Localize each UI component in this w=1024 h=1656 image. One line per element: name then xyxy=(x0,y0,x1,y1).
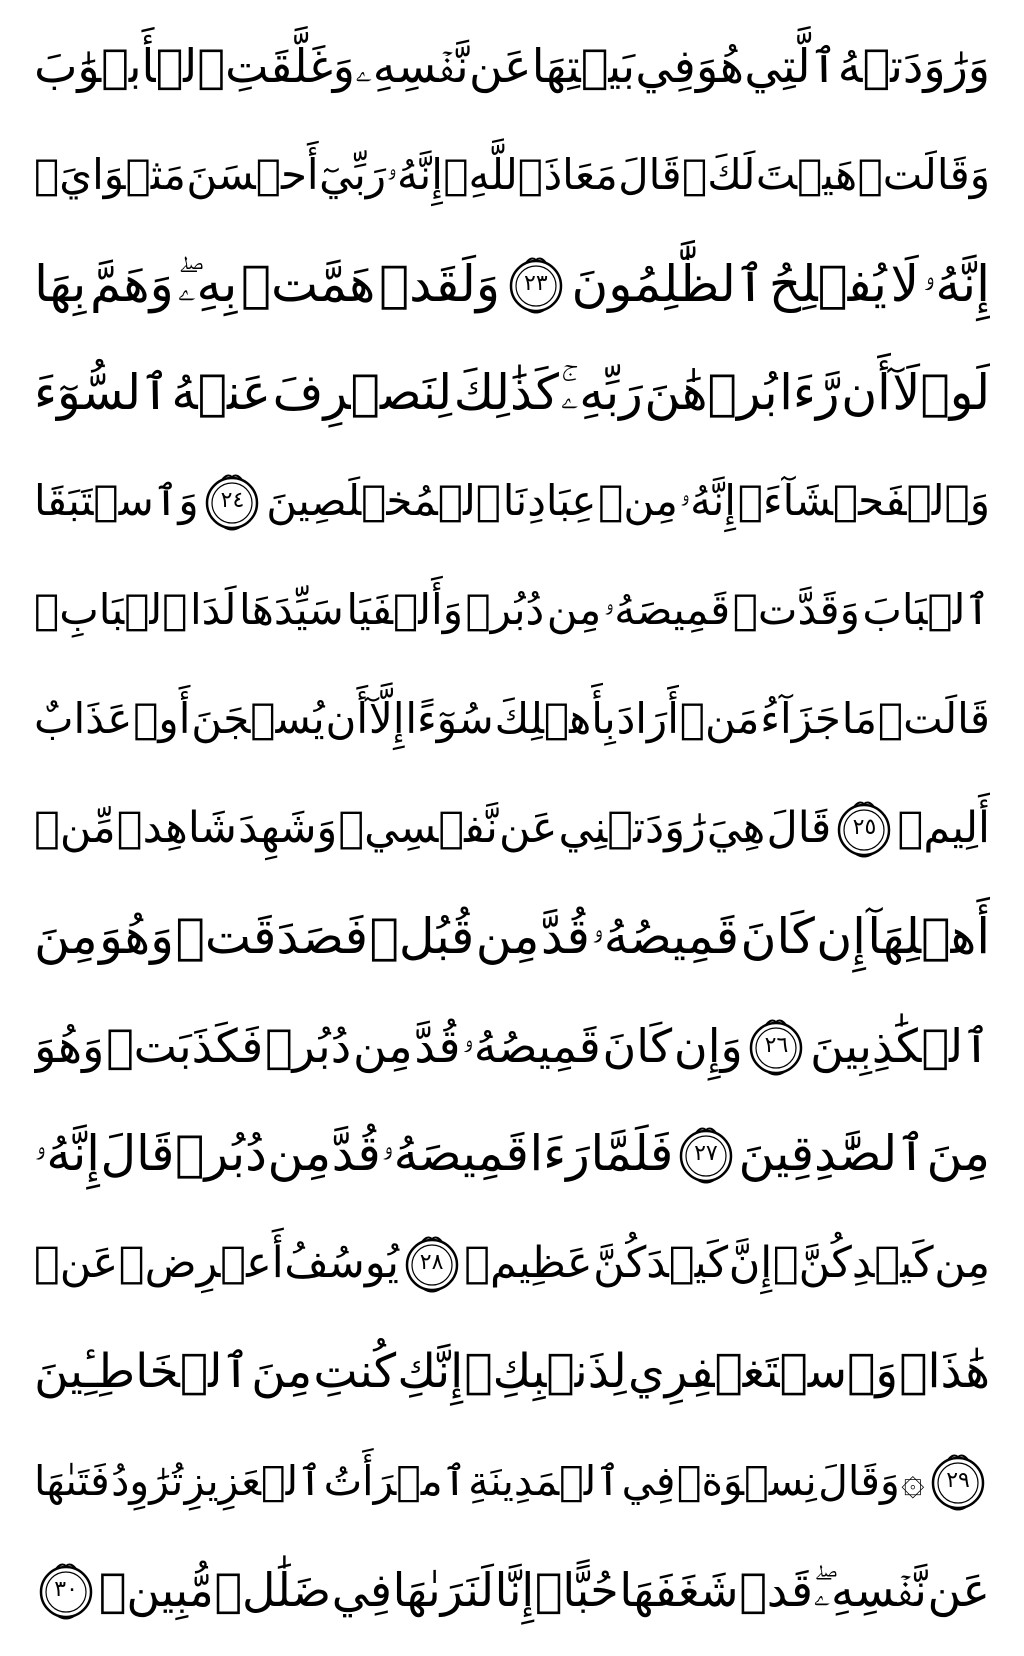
ayah-number: ٢٤ xyxy=(220,488,245,514)
verse-word: فِي xyxy=(331,1562,393,1617)
verse-word: هَمَّتۡ xyxy=(241,254,376,313)
verse-word: بَيۡتِهَا xyxy=(531,39,636,93)
verse-word: أَعۡرِضۡ xyxy=(118,1238,284,1289)
verse-word: وَهُوَ xyxy=(99,907,174,965)
verse-word: وَشَهِدَ xyxy=(238,802,338,853)
verse-word: بِهَا xyxy=(34,254,87,313)
verse-word: أَن xyxy=(325,694,369,744)
text-line xyxy=(34,347,990,439)
verse-word: إِنَّهُۥ xyxy=(679,476,736,526)
text-line xyxy=(34,1217,990,1309)
verse-word: عَنۡهُ xyxy=(171,363,272,421)
verse-word: قُبُلٖ xyxy=(369,907,475,965)
verse-word: لَا xyxy=(890,254,920,313)
verse-word: وَغَلَّقَتِ xyxy=(225,39,356,93)
verse-word: فِي xyxy=(621,1456,676,1505)
verse-word: عَن xyxy=(498,802,558,853)
verse-word: إِنَّهُۥ xyxy=(922,254,990,313)
verse-word: أَرَادَ xyxy=(616,694,679,744)
verse-word: عَن xyxy=(927,1562,990,1617)
verse-word: مِّنۡ xyxy=(34,802,116,853)
text-line xyxy=(34,129,990,221)
verse-word: ٱلۡمَدِينَةِ xyxy=(468,1456,621,1505)
verse-word: قَالَ xyxy=(100,1125,175,1183)
text-line xyxy=(34,1000,990,1092)
text-line xyxy=(34,891,990,983)
verse-word: وَهَمَّ xyxy=(90,254,174,313)
verse-word: إِنَّهُۥ xyxy=(386,149,443,199)
ayah-number: ٢٧ xyxy=(694,1141,718,1167)
verse-word: مِنَ xyxy=(34,907,98,965)
verse-word: دُبُرٖ xyxy=(264,1018,352,1073)
text-line xyxy=(34,782,990,874)
verse-word: وَٱسۡتَغۡفِرِي xyxy=(627,1344,899,1400)
verse-word: شَاهِدٞ xyxy=(116,802,237,853)
verse-word: فَتَىٰهَا xyxy=(34,1456,110,1505)
ayah-end-marker xyxy=(674,1122,738,1186)
verse-word: ٱلۡمُخۡلَصِينَ xyxy=(266,476,501,526)
verse-word: قُدَّ xyxy=(414,1018,461,1073)
verse-word: فَصَدَقَتۡ xyxy=(175,907,369,965)
verse-word: هِيَ xyxy=(706,802,766,853)
verse-word: أَلِيمٞ xyxy=(897,802,990,853)
verse-word: عَن xyxy=(468,39,532,93)
verse-word: سَيِّدَهَا xyxy=(238,585,344,635)
verse-word: كَيۡدِكُنَّۖ xyxy=(772,1238,934,1289)
verse-word: لَدَا xyxy=(189,585,237,635)
verse-word: قَالَ xyxy=(766,802,832,853)
verse-word: قَمِيصَهُۥ xyxy=(381,1125,529,1183)
verse-word: هَٰذَاۚ xyxy=(899,1344,990,1400)
verse-word: ٱلۡبَابِۚ xyxy=(34,585,188,635)
text-line xyxy=(34,455,990,547)
verse-word: ٱلۡكَٰذِبِينَ xyxy=(810,1018,990,1073)
verse-word: عَظِيمٞ xyxy=(464,1238,593,1289)
ayah-end-marker xyxy=(504,252,568,316)
verse-word: بُرۡهَٰنَ xyxy=(644,363,778,421)
verse-word: هُوَ xyxy=(696,39,745,93)
verse-word: نَّفۡسِهِۦۖ xyxy=(813,1562,927,1617)
verse-word: مِن xyxy=(267,1125,332,1183)
verse-word: مَنۡ xyxy=(679,694,760,744)
ayah-number: ٢٦ xyxy=(764,1032,789,1058)
verse-word: مُّبِينٖ xyxy=(98,1562,214,1617)
verse-word: ضَلَٰلٖ xyxy=(214,1562,332,1617)
verse-word: مِنَ xyxy=(926,1125,990,1183)
verse-word: ٱلسُّوٓءَ xyxy=(34,363,170,421)
ayah-end-marker xyxy=(400,1231,464,1295)
verse-word: جَزَآءُ xyxy=(760,694,841,744)
verse-word: مِنۡ xyxy=(598,476,678,526)
verse-word: كَذَٰلِكَ xyxy=(453,363,559,421)
ayah-number: ٢٣ xyxy=(524,270,548,296)
verse-word: قَمِيصُهُۥ xyxy=(591,907,740,965)
verse-word: وَأَلۡفَيَا xyxy=(346,585,463,635)
verse-word: إِلَّآ xyxy=(368,694,405,744)
verse-word: وَرَٰوَدَتۡهُ xyxy=(837,39,990,93)
verse-word: فَلَمَّا xyxy=(590,1125,674,1183)
verse-word: لِنَصۡرِفَ xyxy=(272,363,453,421)
text-line xyxy=(34,564,990,656)
verse-word: فِي xyxy=(635,39,696,93)
verse-word: عَذَابٌ xyxy=(34,694,133,744)
verse-word: قَالَتۡ xyxy=(877,694,990,744)
ayah-end-marker xyxy=(832,796,896,860)
verse-word: دُبُرٖ xyxy=(175,1125,267,1183)
verse-word: نَّفۡسِهِۦ xyxy=(355,39,469,93)
verse-word: مَعَاذَ xyxy=(543,149,618,199)
verse-word: فَكَذَبَتۡ xyxy=(106,1018,264,1073)
verse-word: ٱلۡأَبۡوَٰبَ xyxy=(34,39,225,93)
text-line xyxy=(34,238,990,330)
verse-word: قُدَّ xyxy=(331,1125,381,1183)
verse-word: وَإِن xyxy=(673,1018,743,1073)
verse-word: نَّفۡسِيۚ xyxy=(338,802,498,853)
verse-word: إِنَّا xyxy=(494,1562,535,1617)
verse-word: أَن xyxy=(841,363,891,421)
text-line xyxy=(34,1544,990,1636)
verse-word: قَمِيصُهُۥ xyxy=(462,1018,601,1073)
verse-word: عِبَادِنَا xyxy=(502,476,597,526)
verse-word: سُوٓءًا xyxy=(405,694,494,744)
verse-word: رَبِّهِۦۚ xyxy=(560,363,643,421)
verse-word: لَكَۚ xyxy=(682,149,756,199)
text-line xyxy=(34,1108,990,1200)
verse-word: ٱمۡرَأَتُ xyxy=(323,1456,467,1505)
text-line xyxy=(34,1435,990,1527)
quran-page xyxy=(34,20,990,1636)
text-line xyxy=(34,673,990,765)
ayah-end-marker xyxy=(744,1014,808,1078)
verse-word: قَدۡ xyxy=(739,1562,813,1617)
verse-word: بِهِۦۖ xyxy=(177,254,238,313)
verse-word: كَانَ xyxy=(602,1018,673,1073)
verse-word: حُبًّاۖ xyxy=(534,1562,619,1617)
verse-word: قَمِيصَهُۥ xyxy=(603,585,731,635)
verse-word: إِنَّكِ xyxy=(397,1344,464,1400)
verse-word: وَلَقَدۡ xyxy=(379,254,501,313)
verse-word: نِسۡوَةٞ xyxy=(676,1456,817,1505)
verse-word: وَقَالَتۡ xyxy=(857,149,990,199)
ayah-number: ٢٥ xyxy=(852,814,877,840)
ayah-end-marker xyxy=(926,1449,990,1513)
verse-word: يُسۡجَنَ xyxy=(191,694,325,744)
verse-word: رَءَا xyxy=(529,1125,590,1183)
verse-word: لَنَرَىٰهَا xyxy=(392,1562,494,1617)
verse-word: مَا xyxy=(841,694,878,744)
verse-word: مِن xyxy=(352,1018,413,1073)
verse-word: مِن xyxy=(546,585,602,635)
verse-word: أَوۡ xyxy=(133,694,191,744)
text-line xyxy=(34,1326,990,1418)
verse-word: ٱلۡبَابَ xyxy=(862,585,990,635)
verse-word: أَهۡلِهَآ xyxy=(867,907,990,965)
verse-word: كَانَ xyxy=(740,907,815,965)
ayah-end-marker xyxy=(200,469,264,533)
verse-word: يُوسُفُ xyxy=(284,1238,400,1289)
verse-word: بِأَهۡلِكَ xyxy=(494,694,616,744)
verse-word: قَالَ xyxy=(618,149,682,199)
verse-word: لَوۡلَآ xyxy=(892,363,990,421)
verse-word: شَغَفَهَا xyxy=(619,1562,739,1617)
verse-word: عَنۡ xyxy=(34,1238,119,1289)
verse-word: تُرَٰوِدُ xyxy=(111,1456,184,1505)
verse-word: كُنتِ xyxy=(313,1344,397,1400)
verse-word: دُبُرٖ xyxy=(465,585,545,635)
ayah-number: ٣٠ xyxy=(54,1576,78,1602)
verse-word: قُدَّ xyxy=(540,907,590,965)
verse-word: إِنَّهُۥ xyxy=(34,1125,100,1183)
verse-word: رَٰوَدَتۡنِي xyxy=(558,802,706,853)
verse-word: وَقَالَ xyxy=(818,1456,900,1505)
verse-word: ٱلصَّٰدِقِينَ xyxy=(738,1125,926,1183)
verse-word: لِذَنۢبِكِۖ xyxy=(464,1344,627,1400)
verse-word: مَثۡوَايَۖ xyxy=(34,149,186,199)
verse-word: إِن xyxy=(816,907,866,965)
verse-word: ٱلظَّٰلِمُونَ xyxy=(571,254,766,313)
verse-word: ٱلۡعَزِيزِ xyxy=(184,1456,323,1505)
verse-word: مِن xyxy=(475,907,540,965)
verse-word: وَهُوَ xyxy=(34,1018,105,1073)
verse-word: أَحۡسَنَ xyxy=(186,149,319,199)
verse-word: رَبِّيٓ xyxy=(319,149,387,199)
verse-word: ٱللَّهِۖ xyxy=(443,149,543,199)
verse-word: وَٱسۡتَبَقَا xyxy=(34,476,199,526)
ayah-number: ٢٩ xyxy=(946,1467,970,1493)
verse-word: إِنَّ xyxy=(728,1238,773,1289)
ayah-number: ٢٨ xyxy=(419,1250,444,1276)
verse-word: مِنَ xyxy=(251,1344,313,1400)
verse-word: كَيۡدَكُنَّ xyxy=(593,1238,729,1289)
verse-word: رَّءَا xyxy=(779,363,840,421)
verse-word: وَقَدَّتۡ xyxy=(732,585,860,635)
verse-word: ٱلَّتِي xyxy=(744,39,838,93)
text-line xyxy=(34,20,990,112)
verse-word: مِن xyxy=(934,1238,990,1289)
ayah-end-marker xyxy=(34,1558,98,1622)
rub-el-hizb-icon: ۞ xyxy=(901,1457,925,1504)
verse-word: وَٱلۡفَحۡشَآءَۚ xyxy=(737,476,990,526)
verse-word: هَيۡتَ xyxy=(755,149,858,199)
verse-word: ٱلۡخَاطِـِٔينَ xyxy=(34,1344,250,1400)
verse-word: يُفۡلِحُ xyxy=(768,254,887,313)
